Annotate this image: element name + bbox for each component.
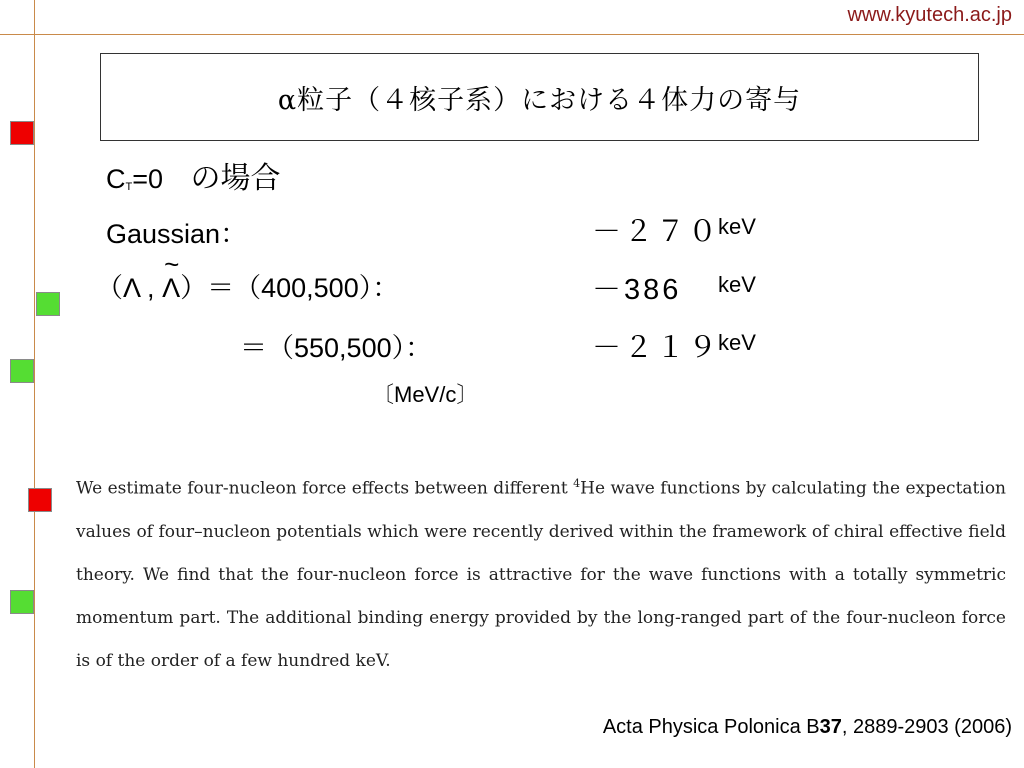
- abstract-after: He wave functions by calculating the expectation values of four–nucleon potentials which were recently derived within the framework of chiral effective field theory. We find that the four-nucleon force is attractive for the wave functions with a totally symmetric momentum part. The additional binding energy provided by the long-ranged part of the four-nucleon force is of the order of a few hundred keV.: [76, 478, 1006, 671]
- header-url[interactable]: www.kyutech.ac.jp: [847, 4, 1012, 26]
- units-note: 〔MeV/c〕: [372, 382, 479, 407]
- slide-title-box: [100, 53, 979, 141]
- citation-journal: Acta Physica Polonica B: [602, 716, 820, 738]
- condition-line: [106, 153, 281, 197]
- row-unit: keV: [718, 330, 756, 355]
- row-unit: keV: [718, 272, 756, 297]
- row-value: －２７０: [592, 216, 721, 248]
- row-label-lambda: [96, 249, 400, 305]
- citation: [603, 716, 1012, 739]
- condition-suffix: の場合: [190, 162, 281, 195]
- row-unit: keV: [718, 214, 756, 239]
- c-label: C: [106, 164, 126, 194]
- row-label: Gaussian：: [106, 219, 248, 249]
- citation-volume: 37: [819, 716, 842, 738]
- row-value: －386: [592, 274, 682, 306]
- slide-title: α粒子（４核子系）における４体力の寄与: [277, 84, 802, 116]
- abstract-text: [76, 462, 1006, 683]
- row-label: ＝（550,500）：: [240, 333, 433, 363]
- horizontal-guide-line: [0, 34, 1024, 35]
- red-square-marker: [28, 488, 52, 512]
- green-square-marker: [10, 590, 34, 614]
- lambda-rest: ）＝（400,500）：: [180, 273, 400, 303]
- green-square-marker: [10, 359, 34, 383]
- tilde-mark: ~: [164, 249, 180, 279]
- lambda-char: Λ: [162, 273, 181, 303]
- red-square-marker: [10, 121, 34, 145]
- abstract-superscript: 4: [573, 477, 581, 490]
- c-subscript: T: [125, 181, 133, 193]
- c-value: =0: [132, 164, 164, 194]
- lambda-open: （Λ ,: [96, 273, 163, 303]
- citation-rest: , 2889-2903 (2006): [841, 716, 1012, 738]
- lambda-tilde-symbol: [162, 249, 181, 304]
- row-value: －２１９: [592, 332, 721, 364]
- green-square-marker: [36, 292, 60, 316]
- abstract-before: We estimate four-nucleon force effects between different: [76, 478, 574, 499]
- vertical-guide-line: [34, 0, 35, 768]
